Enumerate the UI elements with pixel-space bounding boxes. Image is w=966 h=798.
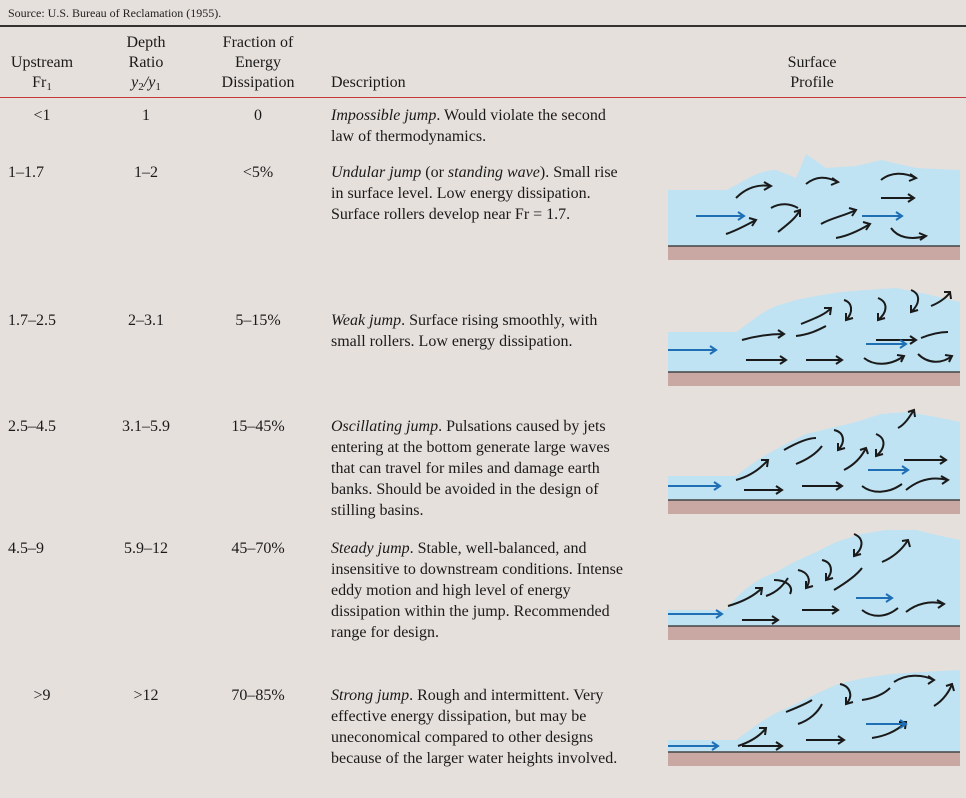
- strong-jump-profile: [666, 664, 962, 770]
- row-title: Oscillating jump: [331, 418, 439, 435]
- header-depth-sub1: 1: [155, 81, 161, 93]
- header-fraction-line1: Fraction of: [222, 34, 294, 51]
- oscillating-jump-profile: [666, 404, 962, 516]
- header-depth-ratio: [106, 33, 186, 94]
- row-text: Small rise in surface level. Low energy dissipation. Surface rollers develop near Fr = 1.7.: [331, 164, 618, 223]
- row-description: [331, 310, 631, 352]
- header-depth-sub2: 2: [138, 81, 144, 93]
- row-description: [331, 685, 631, 769]
- row-fr: 2.5–4.5: [8, 418, 56, 435]
- header-profile-line2: Profile: [790, 74, 834, 91]
- row-fraction: 0: [254, 107, 262, 124]
- header-description: [331, 73, 406, 93]
- row-fraction: <5%: [242, 164, 274, 181]
- header-rule: [0, 97, 966, 98]
- weak-jump-profile: [666, 282, 962, 388]
- header-upstream-fr: [4, 53, 80, 94]
- row-text: . Rough and intermittent. Very effective energy dissipation, but may be uneconomical compared to other designs because of the larger water heights involved.: [331, 687, 618, 767]
- header-fr-symbol: Fr: [32, 74, 47, 91]
- row-fr: 1–1.7: [8, 164, 44, 181]
- row-title: Strong jump: [331, 687, 410, 704]
- row-text: . Surface rising smoothly, with small rollers. Low energy dissipation.: [331, 312, 598, 350]
- top-rule: [0, 25, 966, 27]
- header-depth-y2: y: [131, 74, 139, 91]
- row-text: . Would violate the second law of thermodynamics.: [331, 107, 606, 145]
- row-title-alt: standing wave: [447, 164, 540, 181]
- header-depth-line3: [106, 73, 186, 94]
- row-title: Steady jump: [331, 540, 410, 557]
- steady-jump-profile: [666, 520, 962, 644]
- row-title: Weak jump: [331, 312, 402, 329]
- row-description: [331, 105, 631, 147]
- header-depth-y1: /y: [143, 74, 156, 91]
- row-description: [331, 416, 631, 521]
- row-fraction: 45–70%: [231, 540, 285, 557]
- row-fraction: 15–45%: [231, 418, 285, 435]
- row-fraction: 5–15%: [235, 312, 281, 329]
- row-depth: 1: [142, 107, 150, 124]
- row-depth: 5.9–12: [124, 540, 168, 557]
- source-note: Source: U.S. Bureau of Reclamation (1955).: [8, 6, 222, 20]
- undular-jump-profile: [666, 150, 962, 262]
- header-fraction-line2: Energy: [235, 54, 281, 71]
- row-fr: >9: [33, 687, 51, 704]
- row-text: . Stable, well-balanced, and insensitive to downstream conditions. Intense eddy motion and high level of energy dissipation within the jump. Recommended range for design.: [331, 540, 623, 641]
- row-fr: 4.5–9: [8, 540, 44, 557]
- row-depth: 2–3.1: [128, 312, 164, 329]
- row-fr: <1: [33, 107, 51, 124]
- header-fr-sub: 1: [46, 81, 52, 93]
- header-fraction-line3: Dissipation: [221, 74, 295, 91]
- header-depth-line2: Ratio: [128, 54, 164, 71]
- header-fraction: [206, 33, 310, 93]
- row-fraction: 70–85%: [231, 687, 285, 704]
- row-depth: 1–2: [134, 164, 158, 181]
- row-depth: 3.1–5.9: [122, 418, 170, 435]
- header-depth-line1: Depth: [126, 34, 166, 51]
- header-profile-line1: Surface: [787, 54, 837, 71]
- header-fr-line1: Upstream: [10, 54, 74, 71]
- header-description-text: Description: [331, 74, 406, 91]
- row-text: . Pulsations caused by jets entering at the bottom generate large waves that can travel for miles and damage earth banks. Should be avoided in the design of stilling basins.: [331, 418, 610, 519]
- row-fr: 1.7–2.5: [8, 312, 56, 329]
- row-description: [331, 538, 631, 643]
- row-description: Undular jump (or standing wave). Small rise in surface level. Low energy dissipation. Surface rollers develop near Fr = 1.7.: [331, 164, 618, 223]
- row-title: Undular jump: [331, 164, 422, 181]
- row-depth: >12: [133, 687, 159, 704]
- header-surface-profile: [760, 53, 864, 93]
- header-fr-line2: [4, 73, 80, 94]
- row-title: Impossible jump: [331, 107, 437, 124]
